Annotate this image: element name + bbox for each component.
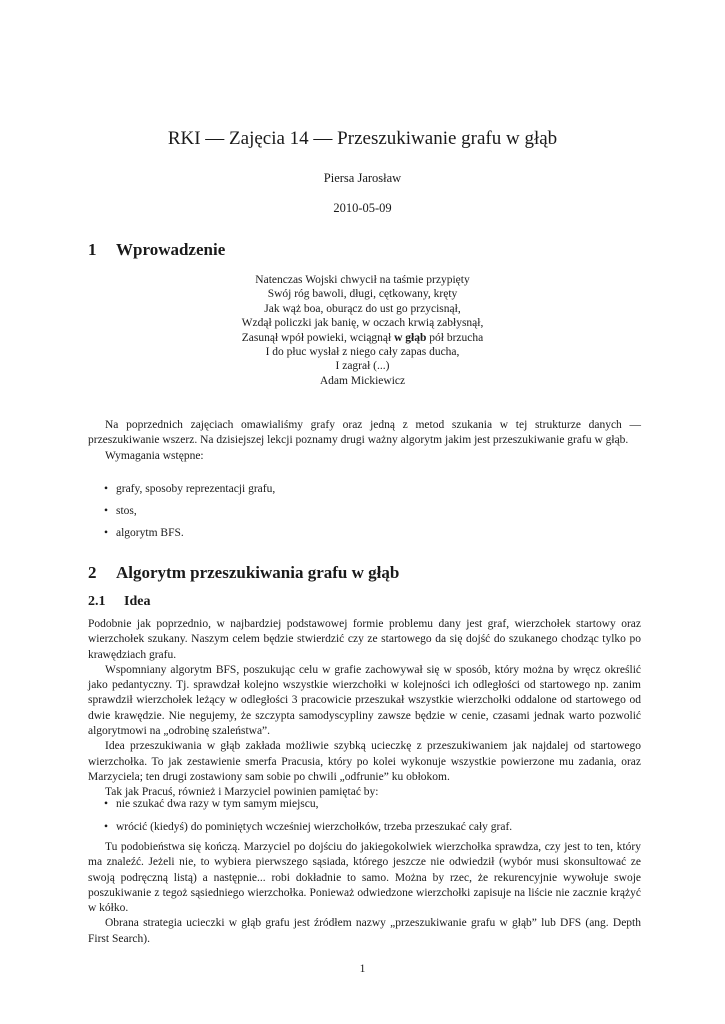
paragraph: Tak jak Pracuś, również i Marzyciel powinien pamiętać by:: [105, 786, 379, 799]
bullet-icon: •: [104, 821, 109, 833]
poem-line: I do płuc wysłał z niego cały zapas ducha,: [265, 346, 460, 359]
poem-line: I zagrał (...): [335, 360, 390, 373]
poem-line: Jak wąż boa, oburącz do ust go przycisnął,: [264, 302, 461, 315]
requirement-text: grafy, sposoby reprezentacji grafu,: [116, 483, 276, 495]
bullet-icon: •: [104, 798, 109, 810]
section-number: 1: [88, 240, 97, 259]
conclusion-text: [88, 840, 641, 947]
poem-author: Adam Mickiewicz: [319, 374, 406, 387]
requirement-item: [104, 504, 137, 519]
document-author: Piersa Jarosław: [323, 171, 402, 185]
document-title: RKI — Zajęcia 14 — Przeszukiwanie grafu w głąb: [167, 128, 558, 149]
bullet-icon: •: [104, 483, 109, 495]
paragraph: Idea przeszukiwania w głąb zakłada możliwie szybką ucieczkę z przeszukiwaniem jak najdalej od startowego wierzchołka. To jak zestawienie smerfa Pracusia, który po kolei wykonuje wszystkie powierzone mu zadania, oraz Marzyciela; ten drugi zostawiony sam sobie po chwili „odfrunie” ku obłokom.: [88, 740, 641, 783]
section-number: 2: [88, 563, 97, 582]
paragraph: Obrana strategia ucieczki w głąb grafu jest źródłem nazwy „przeszukiwanie grafu w głąb” lub DFS (ang. Depth First Search).: [88, 917, 641, 945]
section-1-heading: [88, 240, 225, 260]
page-number: 1: [359, 963, 366, 975]
rule-text: nie szukać dwa razy w tym samym miejscu,: [116, 798, 319, 810]
subsection-title: Idea: [124, 594, 151, 609]
bullet-icon: •: [104, 505, 109, 517]
intro-paragraph: Na poprzednich zajęciach omawialiśmy grafy oraz jedną z metod szukania w tej strukturze danych — przeszukiwanie wszerz. Na dzisiejszej lekcji poznamy drugi ważny algorytm jakim jest przeszukiwanie grafu w głąb.: [88, 419, 641, 447]
requirement-text: stos,: [116, 505, 137, 517]
requirement-text: algorytm BFS.: [116, 527, 184, 539]
section-2-heading: [88, 563, 399, 583]
rule-item: [104, 797, 318, 812]
poem-text: pół brzucha: [426, 331, 484, 344]
document-date: 2010-05-09: [333, 201, 392, 215]
paragraph: Tu podobieństwa się kończą. Marzyciel po dojściu do jakiegokolwiek wierzchołka sprawdza, czy jest to ten, który ma znaleźć. Jeżeli nie, to wybiera pierwszego sąsiada, którego jeszcze nie odwiedził (wybór musi skonsultować ze swoją podręczną listą) a następnie... robi dokładnie to samo. Można by rzec, że rekurencyjnie wywołuje swoje poszukiwanie z tegoż sąsiedniego wierzchołka. Ponieważ odwiedzone wierzchołki zapisuje na liście nie zacznie krążyć w kółko.: [88, 841, 641, 915]
poem-bold-text: w głąb: [394, 331, 427, 344]
epigraph-poem: [0, 273, 725, 388]
rule-text: wrócić (kiedyś) do pominiętych wcześniej wierzchołków, trzeba przeszukać cały graf.: [116, 821, 513, 833]
poem-line: Swój róg bawoli, długi, cętkowany, kręty: [267, 288, 458, 301]
section-title: Wprowadzenie: [116, 240, 226, 259]
bullet-icon: •: [104, 527, 109, 539]
intro-text: [88, 418, 641, 464]
requirement-item: [104, 482, 275, 497]
paragraph: Wspomniany algorytm BFS, poszukując celu w grafie zachowywał się w sposób, który można by wręcz określić jako pedantyczny. Tj. sprawdzał kolejno wszystkie wierzchołki w kolejności ich odległości od startowego np. zanim sprawdził wierzchołek leżący w odległości 3 pracowicie przeszukał wszystkie wierzchołki oddalone od startowego od dwie krawędzie. Nie negujemy, że szczypta samodyscypliny zawsze będzie w cenie, czasami jednak warto pozwolić algorytmowi na „odrobinę szaleństwa”.: [88, 663, 641, 738]
section-title: Algorytm przeszukiwania grafu w głąb: [116, 563, 400, 582]
poem-text: Zasunął wpół powieki, wciągnął: [241, 331, 395, 344]
requirement-item: [104, 526, 184, 541]
paragraph: Podobnie jak poprzednio, w najbardziej podstawowej formie problemu dany jest graf, wierzchołek startowy oraz wierzchołek szukany. Naszym celem będzie stwierdzić czy ze startowego da się dojść do szukanego chodząc tylko po krawędziach grafu.: [88, 618, 641, 661]
subsection-2-1-heading: [88, 594, 150, 610]
rule-item: [104, 820, 512, 835]
poem-line: Wzdął policzki jak banię, w oczach krwią zabłysnął,: [241, 317, 484, 330]
poem-line: [0, 331, 725, 345]
requirements-label: Wymagania wstępne:: [105, 449, 204, 462]
idea-text: [88, 617, 641, 801]
subsection-number: 2.1: [88, 594, 106, 609]
poem-line: Natenczas Wojski chwycił na taśmie przypięty: [255, 274, 470, 286]
